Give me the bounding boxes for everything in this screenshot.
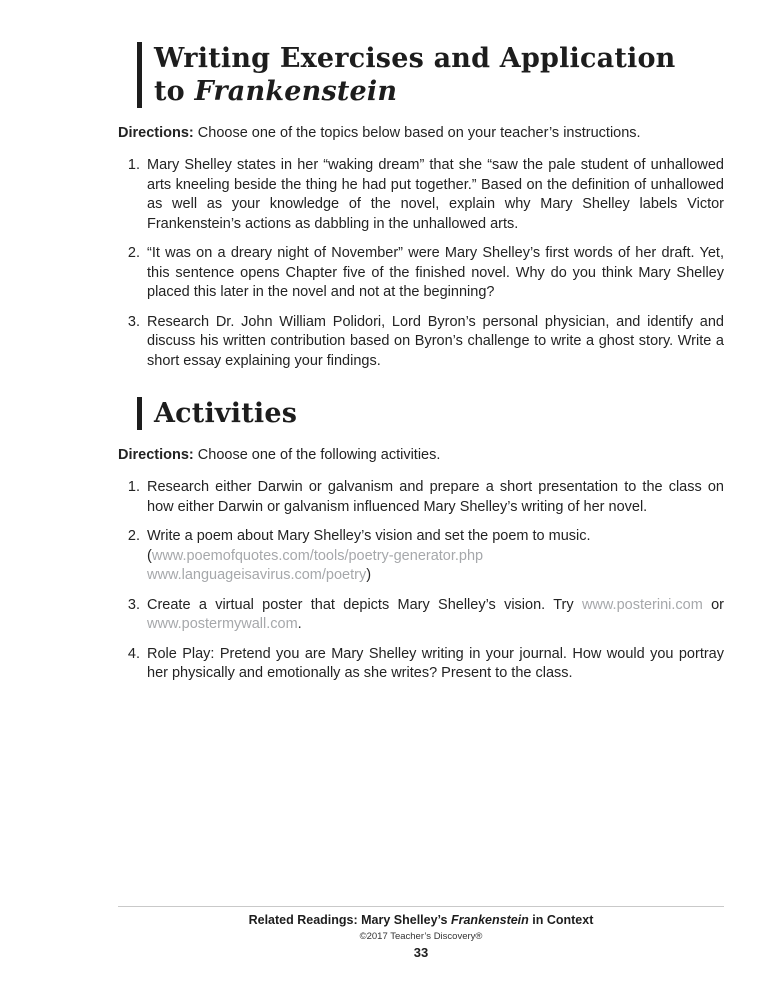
item-number: 1.: [127, 479, 140, 495]
activities-list: [118, 478, 724, 684]
writing-directions: [118, 124, 724, 143]
activities-directions: [118, 446, 724, 465]
item-text-line: Write a poem about Mary Shelley’s vision and set the poem to music.: [147, 528, 591, 544]
item-number: 3.: [127, 313, 140, 330]
item-number: 4.: [127, 645, 140, 662]
item-text: [147, 596, 724, 635]
item-number: 2.: [127, 528, 140, 544]
footer-related-italic: Frankenstein: [450, 913, 529, 927]
writing-exercises-list: [118, 156, 724, 371]
item-text-part: Create a virtual poster that depicts Mary Shelley’s vision. Try: [147, 596, 582, 613]
footer-related-part2: in Context: [528, 913, 594, 927]
activities-title: [137, 397, 724, 430]
item-text: [147, 527, 724, 586]
page-number: 33: [413, 945, 429, 960]
activities-item-1: [118, 478, 724, 517]
writing-item-3: [118, 313, 724, 372]
title-line-2-prefix: to: [154, 76, 195, 107]
page-content: [118, 42, 724, 694]
paren-open: (: [147, 547, 152, 564]
writing-item-2: [118, 244, 724, 303]
directions-label: Directions:: [118, 447, 194, 463]
activities-item-4: [118, 645, 724, 684]
item-text: Mary Shelley states in her “waking dream” that she “saw the pale student of unhallowed arts kneeling beside the thing he had put together.” Based on the definition of unhallowed as well as your knowledge of the novel, explain why Mary Shelley labels Victor Frankenstein’s actions as dabbling in the unhallowed arts.: [147, 157, 724, 232]
item-number: 1.: [127, 157, 140, 173]
activities-title-text: Activities: [154, 398, 298, 429]
item-text: Research Dr. John William Polidori, Lord Byron’s personal physician, and identify and discuss his written contribution based on Byron’s challenge to write a ghost story. Write a short essay explaining your findings.: [147, 313, 724, 369]
paren-close: ): [366, 567, 372, 583]
item-text: Research either Darwin or galvanism and prepare a short presentation to the class on how either Darwin or galvanism influenced Mary Shelley’s writing of her novel.: [147, 479, 724, 515]
item-text: Role Play: Pretend you are Mary Shelley writing in your journal. How would you portray her physically and emotionally as she writes? Present to the class.: [147, 645, 724, 681]
footer-copyright: ©2017 Teacher’s Discovery®: [359, 931, 483, 942]
directions-label: Directions:: [118, 125, 194, 141]
title-line-1: Writing Exercises and Application: [154, 43, 676, 74]
item-number: 2.: [127, 245, 140, 261]
activities-section: [118, 397, 724, 684]
directions-text: Choose one of the topics below based on your teacher’s instructions.: [197, 125, 641, 141]
activities-item-3: [118, 596, 724, 635]
footer-related-part1: Related Readings: Mary Shelley’s: [248, 913, 451, 927]
item-text-part: .: [297, 616, 302, 632]
page-footer: [118, 906, 724, 960]
url-text: www.languageisavirus.com/poetry: [147, 567, 367, 583]
writing-item-1: [118, 156, 724, 234]
activities-item-2: [118, 527, 724, 586]
writing-exercises-title: [137, 42, 724, 108]
url-text: www.postermywall.com: [147, 616, 298, 632]
url-text: www.poemofquotes.com/tools/poetry-generator.php: [151, 547, 484, 564]
url-text: www.posterini.com: [581, 596, 703, 613]
title-line-2-italic: Frankenstein: [194, 76, 398, 107]
item-number: 3.: [127, 596, 140, 613]
directions-text: Choose one of the following activities.: [197, 447, 441, 463]
item-text-part: or: [702, 596, 725, 613]
footer-related-readings: [118, 913, 724, 928]
item-text: “It was on a dreary night of November” were Mary Shelley’s first words of her draft. Yet, this sentence opens Chapter five of the finished novel. Why do you think Mary Shelley placed this later in the novel and not at the beginning?: [147, 245, 724, 300]
